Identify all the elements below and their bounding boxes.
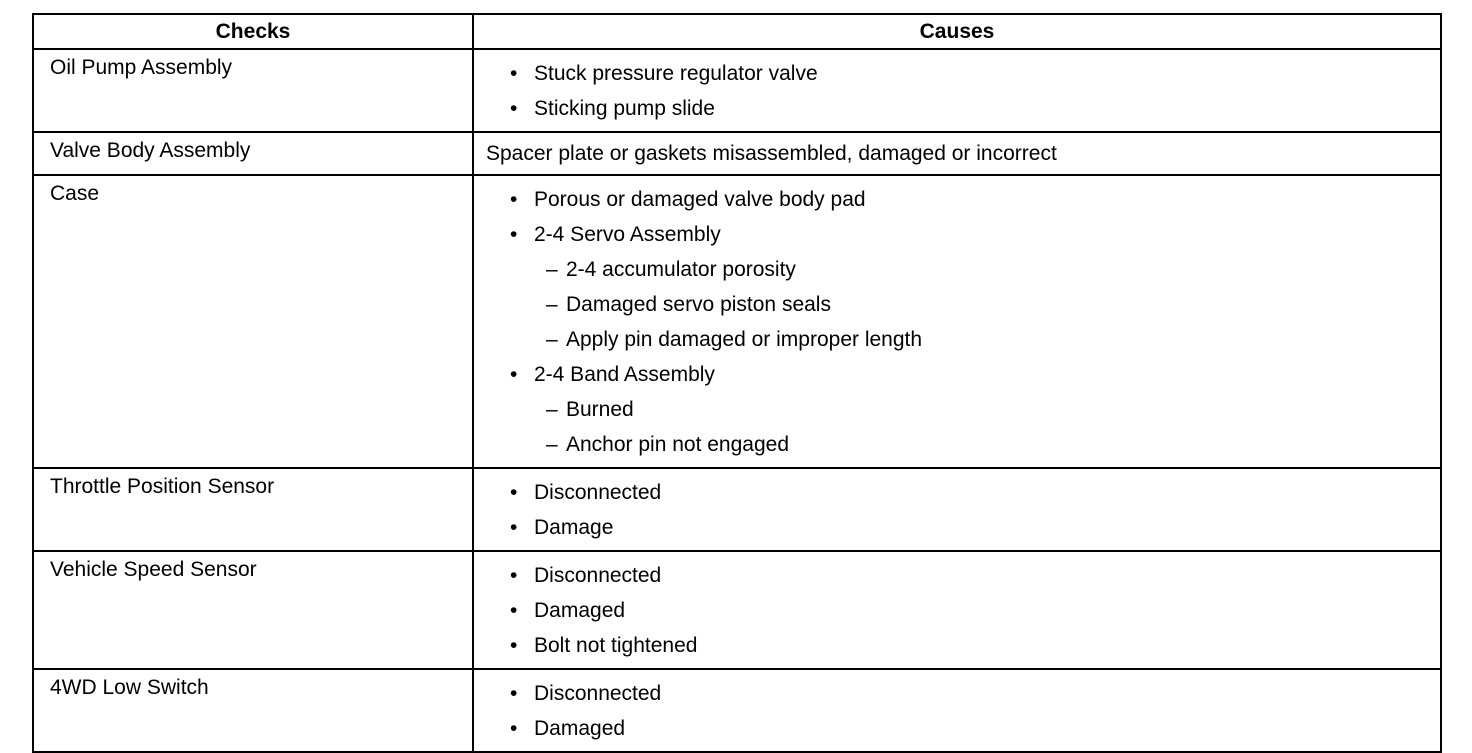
header-row (33, 14, 1441, 49)
cause-text: 2-4 Servo Assembly (534, 223, 721, 246)
table-row (33, 551, 1441, 669)
cause-item (506, 357, 1440, 392)
cause-item (506, 217, 1440, 252)
cause-item (506, 593, 1440, 628)
check-cell: 4WD Low Switch (33, 669, 473, 752)
check-cell: Case (33, 175, 473, 468)
cause-text: Damaged (534, 599, 626, 622)
cause-text: Bolt not tightened (534, 634, 698, 657)
cause-item (506, 182, 1440, 217)
cause-item (506, 558, 1440, 593)
cause-text: Porous or damaged valve body pad (534, 188, 866, 211)
cause-list (506, 676, 1440, 746)
table-row (33, 175, 1441, 468)
check-cell: Valve Body Assembly (33, 132, 473, 175)
cause-cell (473, 49, 1441, 132)
table-body (33, 49, 1441, 752)
cause-item (506, 56, 1440, 91)
cause-text: Disconnected (534, 682, 662, 705)
cause-item (506, 475, 1440, 510)
cause-item (506, 510, 1440, 545)
check-cell: Vehicle Speed Sensor (33, 551, 473, 669)
cause-cell (473, 468, 1441, 551)
header-causes: Causes (473, 14, 1441, 49)
cause-item (506, 711, 1440, 746)
cause-text: Disconnected (534, 564, 662, 587)
cause-list (506, 182, 1440, 462)
sub-cause-item: – 2-4 accumulator porosity (546, 252, 1440, 287)
header-checks: Checks (33, 14, 473, 49)
cause-cell (473, 669, 1441, 752)
cause-item (506, 628, 1440, 663)
sub-cause-list (534, 252, 1440, 357)
sub-cause-group (506, 392, 1440, 462)
cause-cell (473, 175, 1441, 468)
sub-cause-group (506, 252, 1440, 357)
sub-cause-item: – Apply pin damaged or improper length (546, 322, 1440, 357)
cause-text: 2-4 Band Assembly (534, 363, 715, 386)
cause-text: Damaged (534, 717, 626, 740)
sub-cause-item: – Anchor pin not engaged (546, 427, 1440, 462)
sub-cause-item: – Damaged servo piston seals (546, 287, 1440, 322)
sub-cause-item: – Burned (546, 392, 1440, 427)
cause-text: Disconnected (534, 481, 662, 504)
cause-list (506, 56, 1440, 126)
table-row (33, 132, 1441, 175)
check-cell: Oil Pump Assembly (33, 49, 473, 132)
cause-item (506, 91, 1440, 126)
checks-causes-table (32, 13, 1442, 753)
cause-item (506, 676, 1440, 711)
cause-list (506, 558, 1440, 663)
sub-cause-list (534, 392, 1440, 462)
cause-text: Stuck pressure regulator valve (534, 62, 818, 85)
table-row (33, 49, 1441, 132)
cause-text: Damage (534, 516, 614, 539)
table-row (33, 468, 1441, 551)
check-cell: Throttle Position Sensor (33, 468, 473, 551)
cause-list (506, 475, 1440, 545)
table-row (33, 669, 1441, 752)
cause-cell: Spacer plate or gaskets misassembled, damaged or incorrect (473, 132, 1441, 175)
cause-text: Sticking pump slide (534, 97, 715, 120)
cause-cell (473, 551, 1441, 669)
